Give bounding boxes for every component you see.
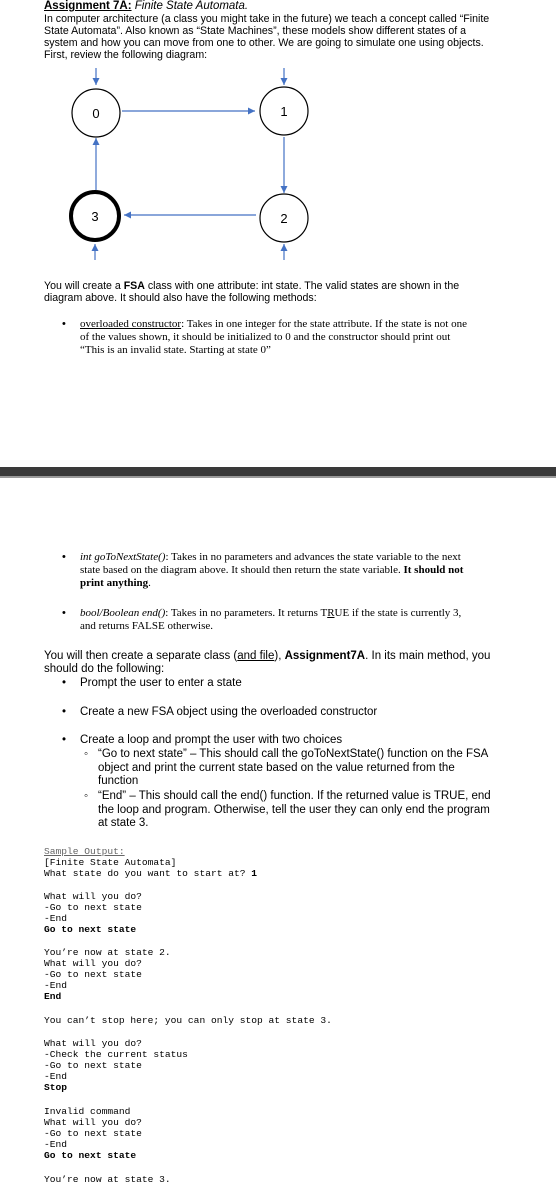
console-line xyxy=(44,869,257,880)
main-class-text: and file xyxy=(237,650,275,662)
console-line: You’re now at state 2. xyxy=(44,947,171,958)
constructor-name: overloaded constructor xyxy=(80,318,182,330)
substep-text: ◦ “End” – This should call the end() function. If the returned value is TRUE, end xyxy=(98,790,491,802)
console-line: Invalid command xyxy=(44,1106,131,1117)
main-class-text: should do the following: xyxy=(44,663,165,675)
fsa-class-name: FSA xyxy=(123,280,145,292)
console-user-input: Stop xyxy=(44,1082,68,1093)
console-line: What will you do? xyxy=(44,891,142,902)
goto-desc: . xyxy=(148,577,151,589)
console-line: You can’t stop here; you can only stop at state 3. xyxy=(44,1015,332,1026)
state-1-label: 1 xyxy=(280,104,288,119)
state-2-label: 2 xyxy=(280,211,288,226)
console-line: -Go to next state xyxy=(44,1128,142,1139)
intro-line: First, review the following diagram: xyxy=(44,49,208,61)
console-line: -End xyxy=(44,913,68,924)
fsa-intro-text: diagram above. It should also have the following methods: xyxy=(44,292,317,304)
method-goto-item xyxy=(80,551,520,590)
fsa-intro-text: You will create a xyxy=(44,280,124,292)
method-end-item xyxy=(80,607,520,633)
substep-text: object and print the current state based on the value returned from the xyxy=(98,761,455,774)
method-constructor-item xyxy=(80,318,520,357)
console-line: [Finite State Automata] xyxy=(44,857,177,868)
constructor-desc: of the values shown, it should be initialized to 0 and the constructor should print out xyxy=(80,331,451,343)
main-class-text: . In its main method, you xyxy=(365,650,491,662)
console-line: -Check the current status xyxy=(44,1049,188,1060)
fsa-intro-paragraph xyxy=(44,280,544,304)
assignment-name: Finite State Automata. xyxy=(131,0,249,12)
state-1-node xyxy=(260,87,308,135)
console-line: What will you do? xyxy=(44,1117,142,1128)
substep-text: function xyxy=(98,775,139,787)
goto-desc: state based on the diagram above. It should then return the state variable. xyxy=(80,564,404,576)
goto-name: int goToNextState() xyxy=(80,551,166,563)
console-user-input: End xyxy=(44,991,62,1002)
main-class-text: ), xyxy=(274,650,285,662)
intro-line: In computer architecture (a class you might take in the future) we teach a concept called “Finite xyxy=(44,13,490,25)
substep-go-next xyxy=(98,748,518,789)
end-name: bool/Boolean end() xyxy=(80,607,166,619)
state-diagram xyxy=(0,0,556,270)
assignment-label: Assignment 7A: xyxy=(44,0,132,12)
console-line: You’re now at state 3. xyxy=(44,1174,171,1185)
substep-text: ◦ “Go to next state” – This should call the goToNextState() function on the FSA xyxy=(98,748,489,760)
constructor-desc: : Takes in one integer for the state attribute. If the state is not one xyxy=(181,318,467,330)
console-line: What will you do? xyxy=(44,1038,142,1049)
constructor-desc: “This is an invalid state. Starting at state 0” xyxy=(80,344,271,356)
state-3-accept-node xyxy=(71,192,119,240)
intro-line: system and how you can move from one to other. We are going to simulate one using objects. xyxy=(44,37,484,49)
console-line: -End xyxy=(44,1139,68,1150)
end-desc: R xyxy=(327,607,335,619)
goto-warning: It should not xyxy=(403,564,464,576)
main-class-paragraph xyxy=(44,650,544,676)
console-line: What will you do? xyxy=(44,958,142,969)
state-3-label: 3 xyxy=(91,209,99,224)
goto-desc: : Takes in no parameters and advances the state variable to the next xyxy=(165,551,461,563)
substep-end xyxy=(98,790,518,831)
console-line: -End xyxy=(44,980,68,991)
console-user-input: Go to next state xyxy=(44,1150,137,1161)
end-desc: and returns FALSE otherwise. xyxy=(80,620,213,632)
state-0-node xyxy=(72,89,120,137)
fsa-intro-text: class with one attribute: int state. The valid states are shown in the xyxy=(144,280,460,292)
console-line: -Go to next state xyxy=(44,902,142,913)
step-prompt-state: • Prompt the user to enter a state xyxy=(80,677,242,690)
sample-output-heading xyxy=(44,847,125,858)
step-create-loop: • Create a loop and prompt the user with two choices xyxy=(80,734,342,747)
console-line: -Go to next state xyxy=(44,1060,142,1071)
substep-text: the loop and program. Otherwise, tell the user they can only end the program xyxy=(98,803,490,816)
state-0-label: 0 xyxy=(92,106,100,121)
step-create-fsa: • Create a new FSA object using the overloaded constructor xyxy=(80,706,377,719)
console-line: -Go to next state xyxy=(44,969,142,980)
page-divider-shadow xyxy=(0,476,556,478)
end-desc: : Takes in no parameters. It returns T xyxy=(165,607,328,619)
sample-heading-text: Sample Output: xyxy=(44,846,125,857)
main-class-text: You will then create a separate class ( xyxy=(44,650,238,662)
console-user-input: Go to next state xyxy=(44,924,137,935)
substep-text: at state 3. xyxy=(98,817,149,829)
end-desc: UE if the state is currently 3, xyxy=(334,607,462,619)
console-prompt: What state do you want to start at? xyxy=(44,868,252,879)
console-user-input: 1 xyxy=(251,868,258,879)
page-divider xyxy=(0,467,556,476)
main-class-name: Assignment7A xyxy=(284,650,366,662)
intro-line: State Automata”. Also known as “State Machines”, these models show different states of a xyxy=(44,25,467,37)
state-2-node xyxy=(260,194,308,242)
console-line: -End xyxy=(44,1071,68,1082)
goto-warning: print anything xyxy=(80,577,149,589)
